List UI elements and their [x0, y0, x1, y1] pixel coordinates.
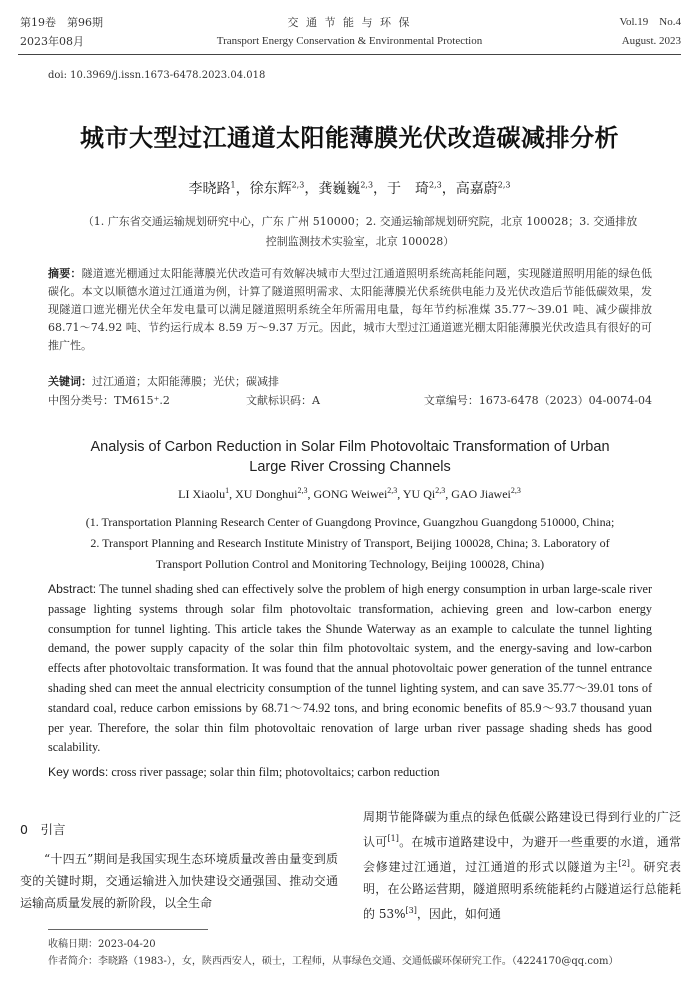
author-en: GAO Jiawei	[451, 487, 511, 501]
paragraph	[363, 806, 681, 925]
author-affiliation-mark: 2,3	[360, 180, 374, 190]
affiliations-cn: （1. 广东省交通运输规划研究中心，广东 广州 510000；2. 交通运输部规划研究院，北京 100028；3. 交通排放控制监测技术实验室，北京 100028）	[82, 215, 638, 248]
header-date-cn: 2023年08月	[20, 35, 84, 48]
keywords-en	[48, 765, 440, 780]
affiliations-en	[40, 512, 660, 575]
title-en-line: Large River Crossing Channels	[249, 459, 451, 475]
author-en: LI Xiaolu	[178, 487, 226, 501]
abstract-cn	[48, 265, 652, 355]
abstract-cn-label: 摘要：	[48, 267, 82, 280]
title-en	[40, 437, 660, 477]
header-journal-en: Transport Energy Conservation & Environmental Protection	[216, 35, 483, 47]
header-date-en: August. 2023	[621, 35, 681, 47]
footnote-rule	[48, 929, 208, 930]
author-affiliation-mark: 2,3	[429, 180, 442, 190]
keywords-cn-text: 过江通道；太阳能薄膜；光伏；碳减排	[92, 375, 279, 388]
clc-number: 中图分类号：TM615⁺.2	[48, 394, 170, 407]
authors-cn: 李晓路$^1$，徐东辉$^{2,3}$，龚巍巍$^{2,3}$，于 琦$^{2,3}$，高嘉蔚$^{2,3}$	[188, 180, 511, 197]
paragraph-text: 周期节能降碳为重点的绿色低碳公路建设已得到行业的广泛认可	[363, 810, 681, 849]
header-rule	[18, 54, 681, 55]
keywords-cn-label: 关键词：	[48, 375, 92, 388]
citation-ref: [3]	[405, 906, 417, 915]
keywords-en-label: Key words:	[48, 765, 109, 779]
keywords-en-text: cross river passage; solar thin film; photovoltaics; carbon reduction	[111, 765, 440, 779]
author-cn: 高嘉蔚	[455, 181, 498, 197]
affiliation-en-line: (1. Transportation Planning Research Center of Guangdong Province, Guangzhou Guangdong 510000, China;	[85, 515, 615, 529]
affiliation-en-line: Transport Pollution Control and Monitoring Technology, Beijing 100028, China)	[155, 557, 545, 571]
author-en: XU Donghui	[235, 487, 298, 501]
citation-ref: [1]	[387, 834, 399, 843]
body-column-left	[20, 848, 338, 914]
received-date: 收稿日期：2023-04-20	[48, 939, 156, 950]
keywords-cn	[48, 373, 279, 389]
header-volume-issue-en: Vol.19 No.4	[619, 16, 681, 28]
author-affiliation-mark: 2,3	[291, 180, 305, 190]
section-heading: 0 引言	[20, 822, 66, 837]
doi: doi: 10.3969/j.issn.1673-6478.2023.04.018	[48, 70, 266, 81]
author-cn: 于 琦	[387, 181, 430, 197]
authors-en: LI Xiaolu$^1$, XU Donghui$^{2,3}$, GONG Weiwei$^{2,3}$, YU Qi$^{2,3}$, GAO Jiawei$^{2,3}$	[178, 486, 521, 501]
document-code: 文献标识码：A	[246, 394, 320, 407]
abstract-en	[48, 580, 652, 758]
citation-ref: [2]	[618, 859, 630, 868]
paragraph-text: ，因此，如何通	[416, 907, 501, 921]
paragraph-text: 。研究表明，在公路运营期，隧道照明系统能耗约占隧道运行总能耗的 53%	[363, 860, 681, 921]
abstract-cn-text: 隧道遮光棚通过太阳能薄膜光伏改造可有效解决城市大型过江通道照明系统高耗能问题，实现隧道照明用能的绿色低碳化。本文以顺德水道过江通道为例，计算了隧道照明需求、太阳能薄膜光伏系统供电能力及光伏改造后节能低碳效果，发现隧道口遮光棚光伏全年发电量可以满足隧道照明系统全年所需用电量，每年节约标准煤 35.77～39.01 吨、减少碳排放 68.71～74.92 吨、节约运行成本 8.59 万～9.37 万元。因此，城市大型过江通道遮光棚太阳能薄膜光伏改造具有很好的可推广性。	[48, 267, 653, 352]
affiliation-en-line: 2. Transport Planning and Research Institute Ministry of Transport, Beijing 100028, China; 3. Laboratory of	[90, 536, 610, 550]
author-affiliation-mark: 1	[225, 486, 230, 495]
footnote	[48, 936, 618, 970]
author-affiliation-mark: 2,3	[297, 486, 308, 495]
author-affiliation-mark: 2,3	[497, 180, 511, 190]
header-journal-cn: 交 通 节 能 与 环 保	[287, 16, 412, 29]
author-en: YU Qi	[402, 487, 436, 501]
author-affiliation-mark: 2,3	[510, 486, 521, 495]
author-affiliation-mark: 2,3	[387, 486, 398, 495]
author-cn: 李晓路	[188, 181, 231, 197]
body-column-right	[363, 806, 681, 925]
abstract-en-text: The tunnel shading shed can effectively solve the problem of high energy consumption in urban large-scale river passage lighting systems through solar film photovoltaic transformation, achieving green and low-carbon energy consumption for tunnel lighting. This article takes the Shunde Waterway as an example to calculate the tunnel lighting demand, the power supply capacity of the solar thin film photovoltaic system, and the energy-saving and low-carbon effects after photovoltaic transformation. It was found that the annual photovoltaic power generation of the tunnel entrance shading shed can meet the annual electricity consumption of the tunnel lighting system, and can save 35.77～39.01 tons of standard coal, reduce carbon emissions by 68.71～74.92 tons, and bring economic benefits of 85.9～93.7 thousand yuan per year. Therefore, the solar thin film photovoltaic renovation of large urban river passage shading sheds has good scalability.	[48, 582, 653, 755]
author-affiliation-mark: 1	[230, 180, 236, 190]
abstract-en-label: Abstract:	[48, 582, 97, 596]
title-en-line: Analysis of Carbon Reduction in Solar Film Photovoltaic Transformation of Urban	[90, 439, 610, 455]
header-volume-issue-cn: 第19卷 第96期	[20, 16, 103, 29]
author-bio: 作者简介：李晓路（1983-），女，陕西西安人，硕士，工程师，从事绿色交通、交通低碳环保研究工作。（4224170@qq.com）	[48, 956, 619, 967]
author-en: GONG Weiwei	[313, 487, 388, 501]
author-affiliation-mark: 2,3	[435, 486, 446, 495]
paragraph: “十四五”期间是我国实现生态环境质量改善由量变到质变的关键时期，交通运输进入加快建设交通强国、推动交通运输高质量发展的新阶段，以全生命	[20, 852, 338, 910]
paragraph-text: 。在城市道路建设中，为避开一些重要的水道，通常会修建过江通道，过江通道的形式以隧道为主	[363, 835, 681, 874]
author-cn: 徐东辉	[249, 181, 292, 197]
article-number: 文章编号：1673-6478（2023）04-0074-04	[423, 394, 652, 407]
author-cn: 龚巍巍	[318, 181, 361, 197]
title-cn: 城市大型过江通道太阳能薄膜光伏改造碳减排分析	[80, 124, 619, 152]
